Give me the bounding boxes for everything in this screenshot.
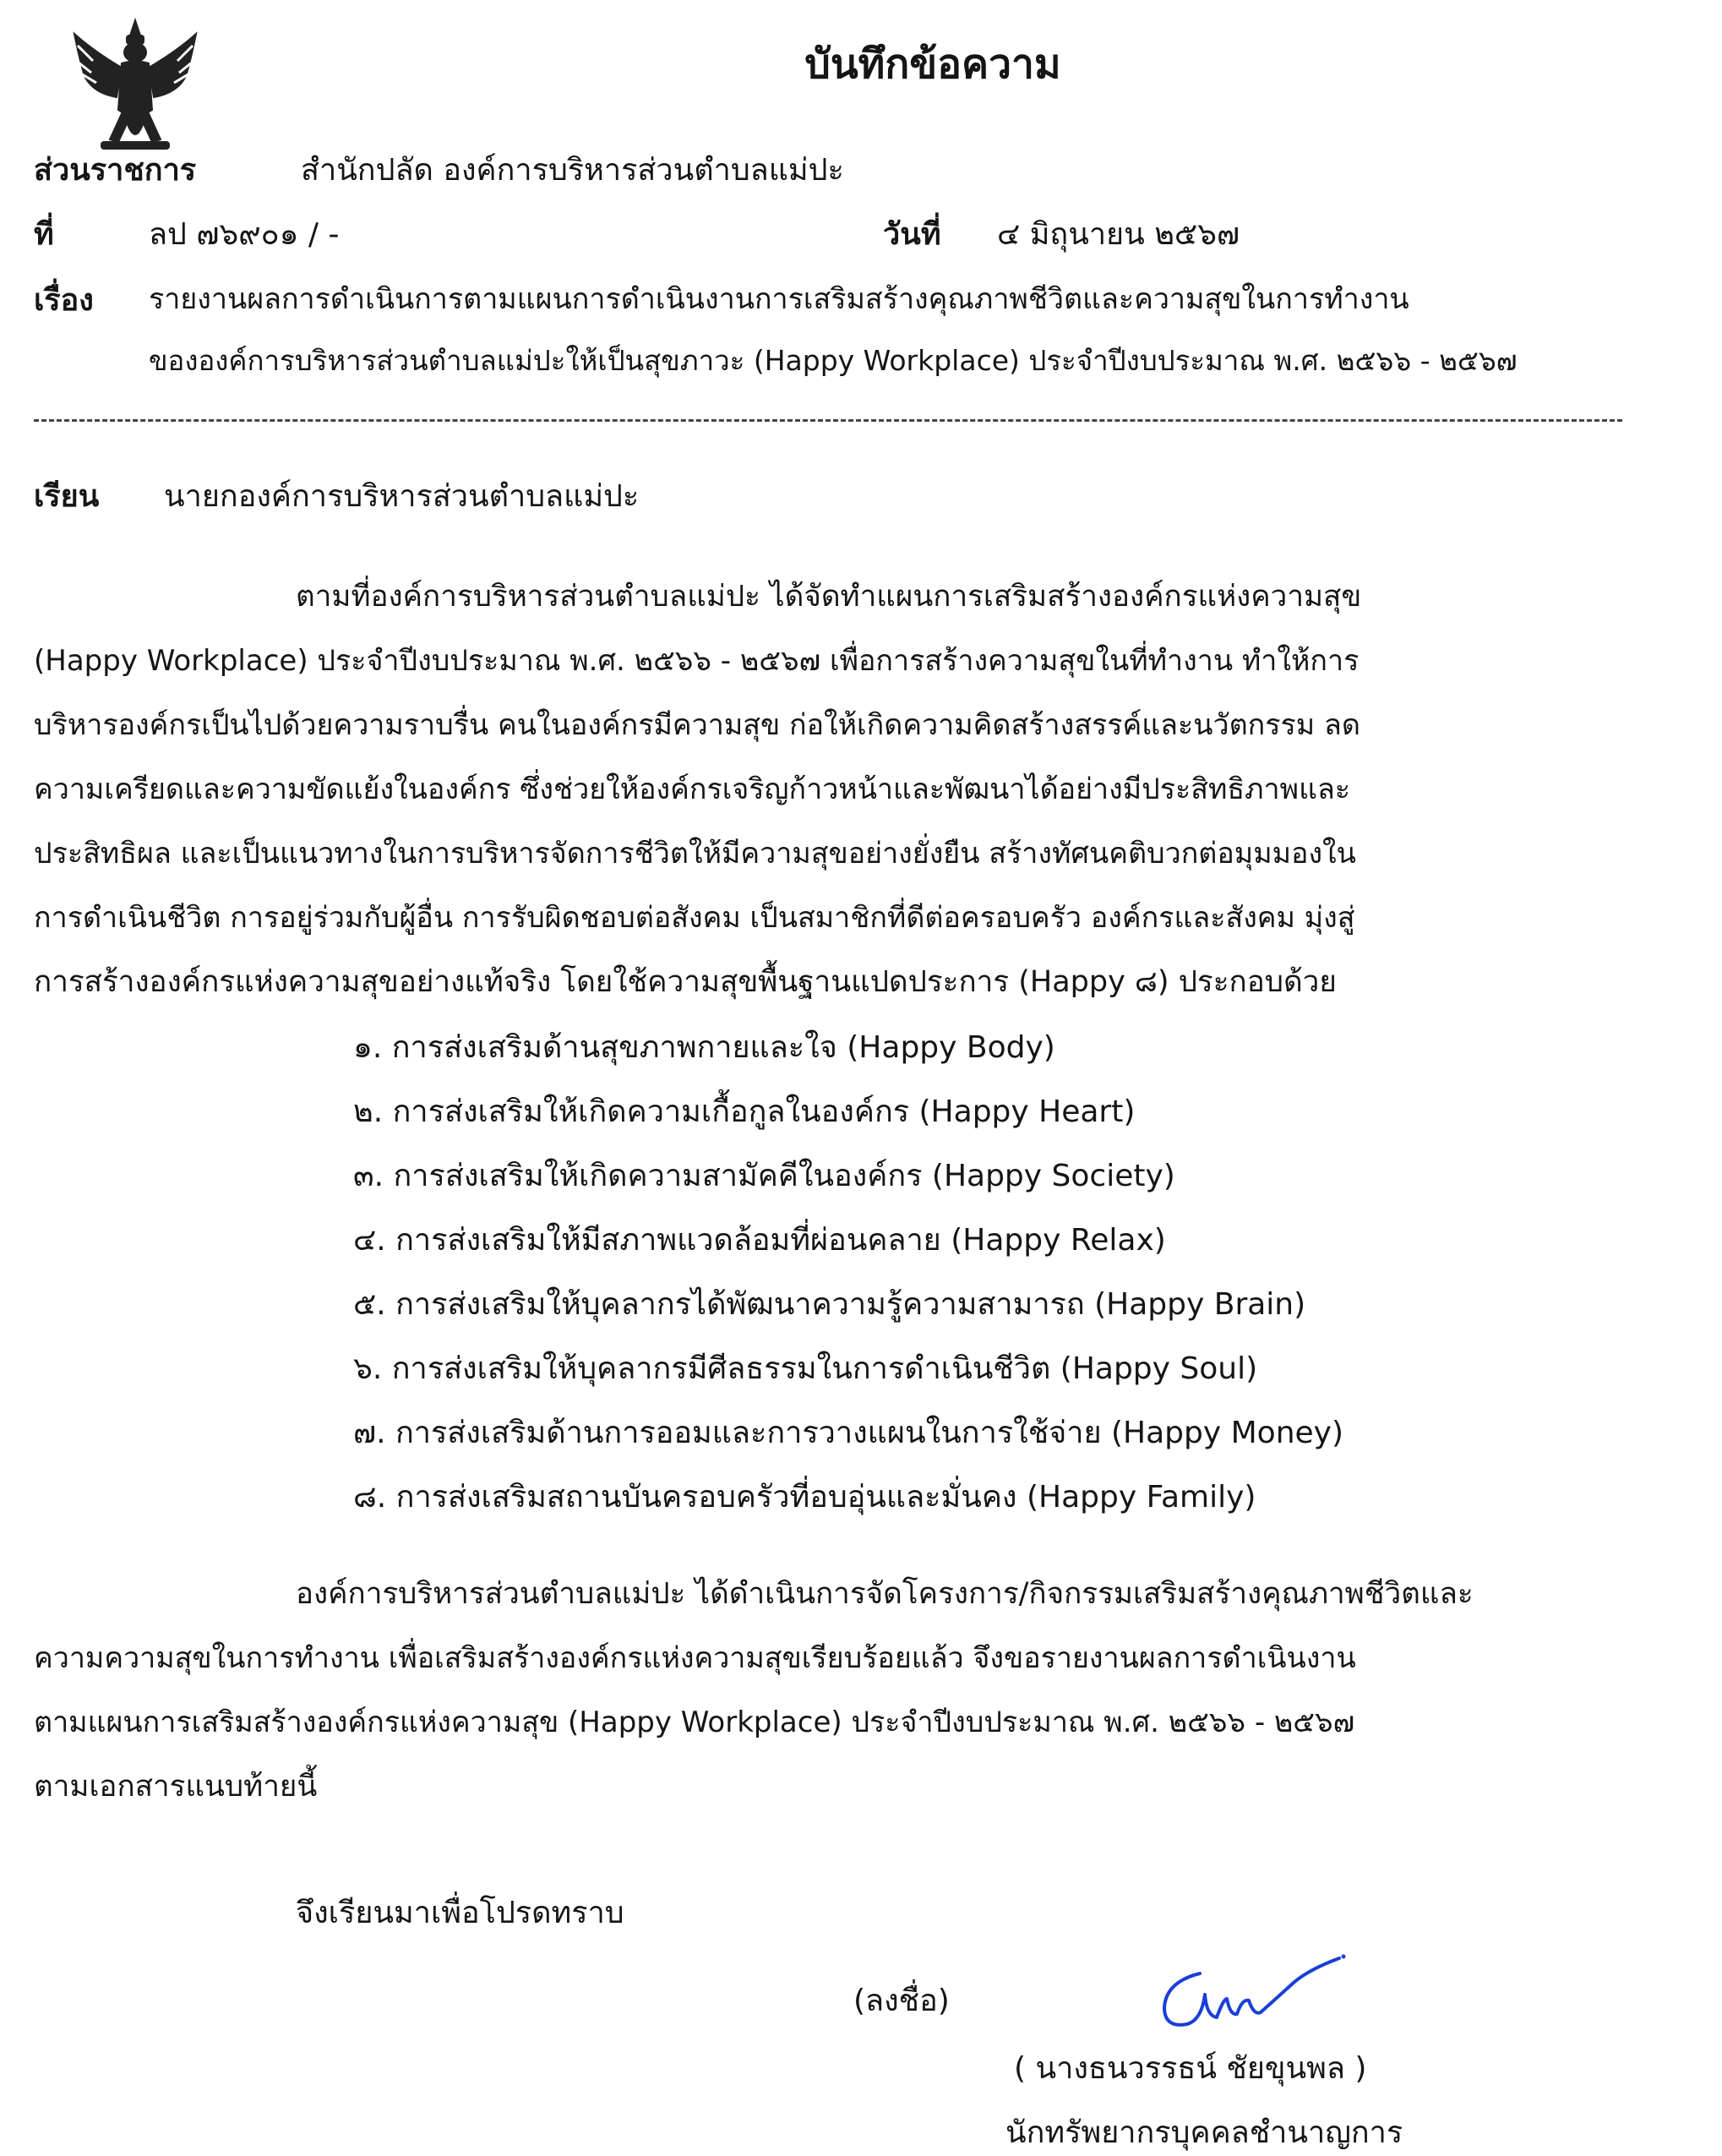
salutation-label: เรียน	[34, 479, 100, 514]
subject-line-2: ขององค์การบริหารส่วนตำบลแม่ปะให้เป็นสุขภาวะ (Happy Workplace) ประจำปีงบประมาณ พ.ศ. ๒๕๖๖ - ๒๕๖๗	[149, 344, 1518, 377]
closing-text: จึงเรียนมาเพื่อโปรดทราบ	[296, 1896, 624, 1930]
happy-list-item: ๒. การส่งเสริมให้เกิดความเกื้อกูลในองค์กร (Happy Heart)	[353, 1094, 1136, 1129]
paragraph-1-line: ตามที่องค์การบริหารส่วนตำบลแม่ปะ ได้จัดทำแผนการเสริมสร้างองค์กรแห่งความสุข	[296, 580, 1362, 614]
paragraph-1-line: บริหารองค์กรเป็นไปด้วยความราบรื่น คนในองค์กรมีความสุข ก่อให้เกิดความคิดสร้างสรรค์และนวัตกรรม ลด	[34, 708, 1360, 742]
paragraph-1-line: (Happy Workplace) ประจำปีงบประมาณ พ.ศ. ๒๕๖๖ - ๒๕๖๗ เพื่อการสร้างความสุขในที่ทำงาน ทำให้การ	[34, 644, 1360, 678]
paragraph-1-line: การสร้างองค์กรแห่งความสุขอย่างแท้จริง โดยใช้ความสุขพื้นฐานแปดประการ (Happy ๘) ประกอบด้วย	[34, 965, 1337, 999]
salutation-value: นายกองค์การบริหารส่วนตำบลแม่ปะ	[164, 479, 640, 514]
signer-position: นักทรัพยากรบุคคลชำนาญการ	[1005, 2115, 1403, 2150]
paragraph-2-line: องค์การบริหารส่วนตำบลแม่ปะ ได้ดำเนินการจัดโครงการ/กิจกรรมเสริมสร้างคุณภาพชีวิตและ	[296, 1577, 1474, 1611]
paragraph-1-line: การดำเนินชีวิต การอยู่ร่วมกับผู้อื่น การรับผิดชอบต่อสังคม เป็นสมาชิกที่ดีต่อครอบครัว องค์กรและสังคม มุ่งสู่	[34, 901, 1355, 935]
sign-label: (ลงชื่อ)	[853, 1984, 950, 2018]
agency-value: สำนักปลัด องค์การบริหารส่วนตำบลแม่ปะ	[301, 153, 844, 188]
happy-list-item: ๔. การส่งเสริมให้มีสภาพแวดล้อมที่ผ่อนคลาย (Happy Relax)	[353, 1223, 1166, 1258]
agency-label: ส่วนราชการ	[34, 153, 197, 188]
date-value: ๔ มิถุนายน ๒๕๖๗	[997, 217, 1240, 252]
subject-label: เรื่อง	[34, 283, 94, 318]
happy-list-item: ๖. การส่งเสริมให้บุคลากรมีศีลธรรมในการดำเนินชีวิต (Happy Soul)	[353, 1351, 1258, 1386]
happy-list-item: ๗. การส่งเสริมด้านการออมและการวางแผนในการใช้จ่าย (Happy Money)	[353, 1416, 1344, 1450]
reference-value: ลป ๗๖๙๐๑ / -	[149, 217, 340, 252]
paragraph-2-line: ตามเอกสารแนบท้ายนี้	[34, 1770, 318, 1804]
document-title: บันทึกข้อความ	[804, 41, 1061, 88]
header-divider	[34, 419, 1622, 422]
paragraph-1-line: ความเครียดและความขัดแย้งในองค์กร ซึ่งช่วยให้องค์กรเจริญก้าวหน้าและพัฒนาได้อย่างมีประสิทธิภาพและ	[34, 772, 1351, 806]
happy-list-item: ๑. การส่งเสริมด้านสุขภาพกายและใจ (Happy Body)	[353, 1030, 1055, 1065]
happy-list-item: ๓. การส่งเสริมให้เกิดความสามัคคีในองค์กร (Happy Society)	[353, 1159, 1175, 1193]
date-label: วันที่	[883, 217, 941, 252]
happy-list-item: ๕. การส่งเสริมให้บุคลากรได้พัฒนาความรู้ความสามารถ (Happy Brain)	[353, 1287, 1306, 1322]
paragraph-1-line: ประสิทธิผล และเป็นแนวทางในการบริหารจัดการชีวิตให้มีความสุขอย่างยั่งยืน สร้างทัศนคติบวกต่อมุมมองใน	[34, 837, 1356, 871]
paragraph-2-line: ความความสุขในการทำงาน เพื่อเสริมสร้างองค์กรแห่งความสุขเรียบร้อยแล้ว จึงขอรายงานผลการดำเนินงาน	[34, 1641, 1356, 1675]
happy-list-item: ๘. การส่งเสริมสถานบันครอบครัวที่อบอุ่นและมั่นคง (Happy Family)	[353, 1480, 1256, 1515]
reference-label: ที่	[34, 217, 54, 252]
handwritten-signature	[1149, 1948, 1352, 2041]
signer-name: ( นางธนวรรธน์ ชัยขุนพล )	[1014, 2051, 1367, 2086]
subject-line-1: รายงานผลการดำเนินการตามแผนการดำเนินงานการเสริมสร้างคุณภาพชีวิตและความสุขในการทำงาน	[149, 282, 1409, 316]
paragraph-2-line: ตามแผนการเสริมสร้างองค์กรแห่งความสุข (Happy Workplace) ประจำปีงบประมาณ พ.ศ. ๒๕๖๖ - ๒๕๖๗	[34, 1706, 1355, 1739]
